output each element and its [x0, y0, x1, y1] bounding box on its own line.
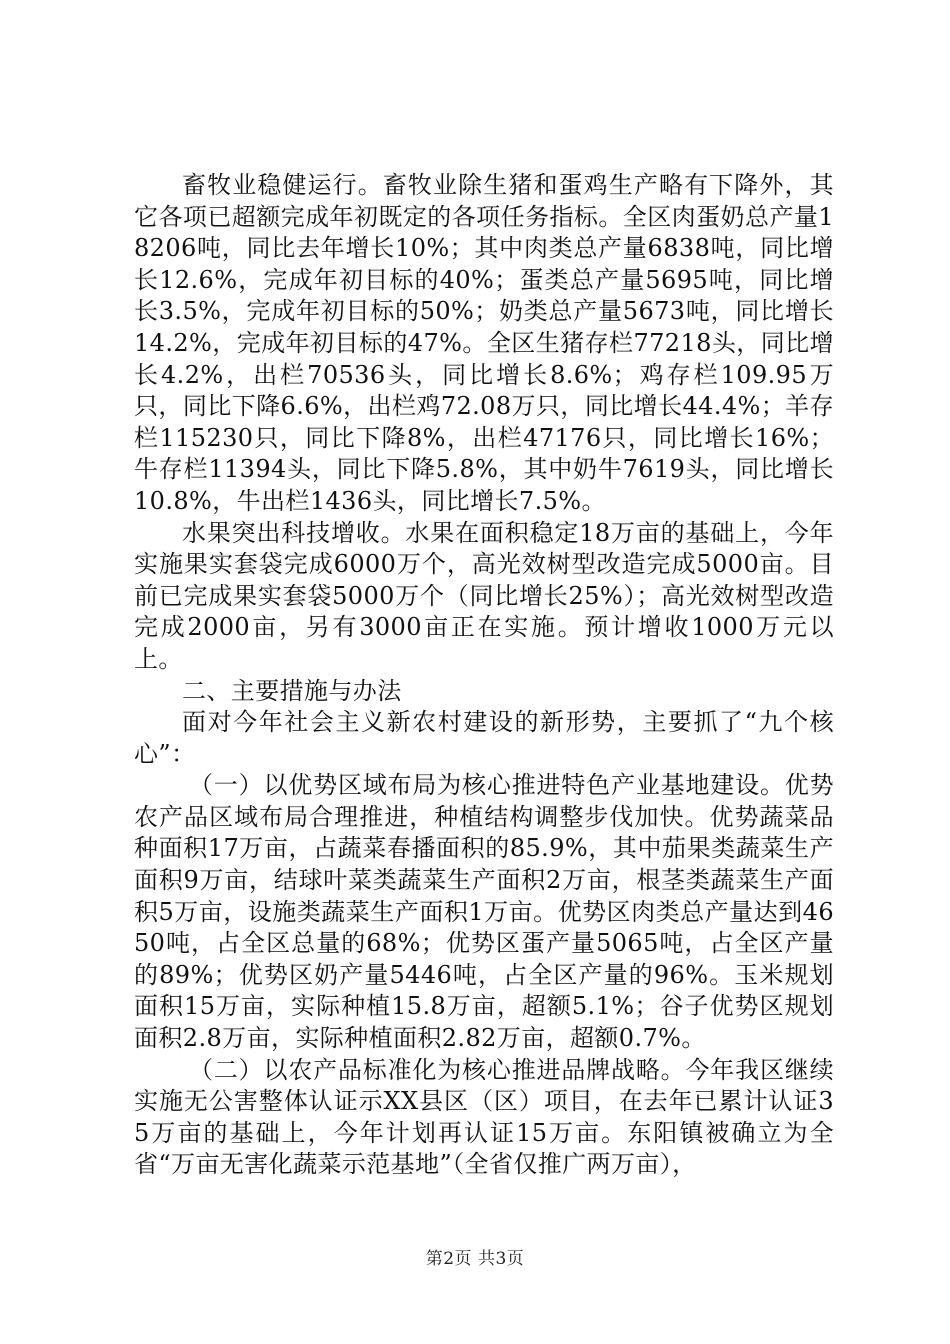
page-footer [0, 1244, 950, 1269]
paragraph-intro: 面对今年社会主义新农村建设的新形势，主要抓了“九个核心”： [134, 708, 834, 768]
section-heading: 二、主要措施与办法 [182, 676, 402, 705]
paragraph-livestock: 畜牧业稳健运行。畜牧业除生猪和蛋鸡生产略有下降外，其它各项已超额完成年初既定的各项任务指标。全区肉蛋奶总产量18206吨，同比去年增长10%；其中肉类总产量6838吨，同比增长12.6%，完成年初目标的40%；蛋类总产量5695吨，同比增长3.5%，完成年初目标的50%；奶类总产量5673吨，同比增长14.2%，完成年初目标的47%。全区生猪存栏77218头，同比增长4.2%，出栏70536头，同比增长8.6%；鸡存栏109.95万只，同比下降6.6%，出栏鸡72.08万只，同比增长44.4%；羊存栏115230只，同比下降8%，出栏47176只，同比增长16%；牛存栏11394头，同比下降5.8%，其中奶牛7619头，同比增长10.8%，牛出栏1436头，同比增长7.5%。 [134, 171, 834, 515]
paragraph-fruit: 水果突出科技增收。水果在面积稳定18万亩的基础上，今年实施果实套袋完成6000万个，高光效树型改造完成5000亩。目前已完成果实套袋5000万个（同比增长25%）；高光效树型改造完成2000亩，另有3000亩正在实施。预计增收1000万元以上。 [134, 518, 834, 673]
paragraph-item-1: （一）以优势区域布局为核心推进特色产业基地建设。优势农产品区域布局合理推进，种植结构调整步伐加快。优势蔬菜品种面积17万亩，占蔬菜春播面积的85.9%，其中茄果类蔬菜生产面积9万亩，结球叶菜类蔬菜生产面积2万亩，根茎类蔬菜生产面积5万亩，设施类蔬菜生产面积1万亩。优势区肉类总产量达到4650吨，占全区总量的68%；优势区蛋产量5065吨，占全区产量的89%；优势区奶产量5446吨，占全区产量的96%。玉米规划面积15万亩，实际种植15.8万亩，超额5.1%；谷子优势区规划面积2.8万亩，实际种植面积2.82万亩，超额0.7%。 [134, 771, 834, 1053]
document-body [134, 170, 834, 1181]
page-number: 第2页 共3页 [425, 1249, 525, 1269]
paragraph-item-2: （二）以农产品标准化为核心推进品牌战略。今年我区继续实施无公害整体认证示XX县区（区）项目，在去年已累计认证35万亩的基础上，今年计划再认证15万亩。东阳镇被确立为全省“万亩无害化蔬菜示范基地”（全省仅推广两万亩）， [134, 1055, 834, 1179]
